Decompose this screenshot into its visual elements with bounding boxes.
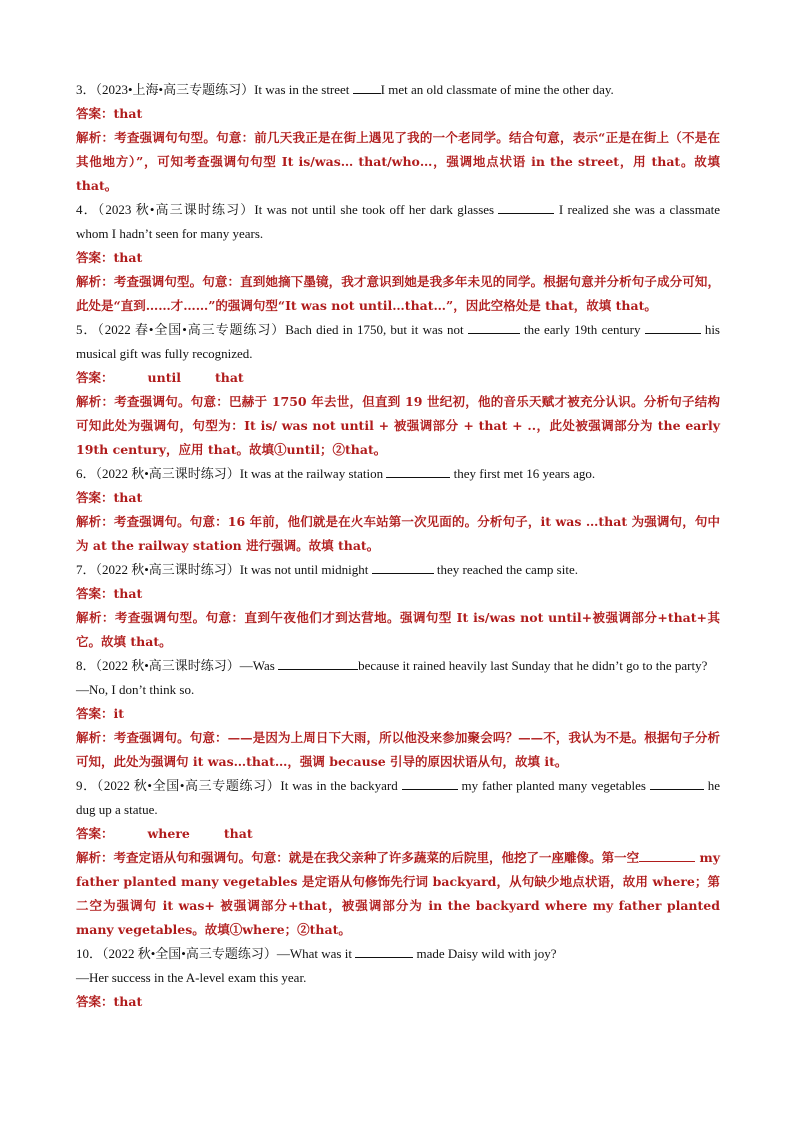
answer-blank [386, 465, 450, 478]
question-10-reply: —Her success in the A-level exam this year. [76, 970, 307, 985]
answer-5: 答案： until that [76, 370, 244, 385]
answer-blank [468, 321, 520, 334]
question-8: 8．（2022 秋•高三课时练习）—Was because it rained heavily last Sunday that he didn’t go to the party? [76, 658, 708, 673]
question-3: 3．（2023•上海•高三专题练习）It was in the street I met an old classmate of mine the other day. [76, 82, 614, 97]
explanation-5: 解析：考查强调句。句意：巴赫于 1750 年去世，但直到 19 世纪初，他的音乐天赋才被充分认识。分析句子结构可知此处为强调句，句型为：It is/ was not until + 被强调部分 + that + ..，此处被强调部分为 the early 19th century，应用 that。故填①until；②that。 [76, 394, 720, 457]
answer-6: 答案：that [76, 490, 143, 505]
exercise-list [76, 78, 720, 1014]
answer-4: 答案：that [76, 250, 143, 265]
explanation-3: 解析：考查强调句句型。句意：前几天我正是在街上遇见了我的一个老同学。结合句意，表示“正是在街上（不是在其他地方）”，可知考查强调句句型 It is/was… that/who…，强调地点状语 in the street，用 that。故填 that。 [76, 130, 720, 193]
answer-9: 答案： where that [76, 826, 253, 841]
explanation-4: 解析：考查强调句型。句意：直到她摘下墨镜，我才意识到她是我多年未见的同学。根据句意并分析句子成分可知，此处是“直到……才……”的强调句型“It was not until…that…”，因此空格处是 that，故填 that。 [76, 274, 720, 313]
question-6: 6．（2022 秋•高三课时练习）It was at the railway station they first met 16 years ago. [76, 466, 596, 481]
answer-7: 答案：that [76, 586, 143, 601]
explanation-7: 解析：考查强调句型。句意：直到午夜他们才到达营地。强调句型 It is/was not until+被强调部分+that+其它。故填 that。 [76, 610, 720, 649]
answer-8: 答案：it [76, 706, 125, 721]
explanation-6: 解析：考查强调句。句意：16 年前，他们就是在火车站第一次见面的。分析句子，it was …that 为强调句，句中为 at the railway station 进行强调。故填 that。 [76, 514, 720, 553]
explanation-8: 解析：考查强调句。句意：——是因为上周日下大雨，所以他没来参加聚会吗？——不，我认为不是。根据句子分析可知，此处为强调句 it was…that…，强调 because 引导的原因状语从句，故填 it。 [76, 730, 720, 769]
answer-blank [498, 201, 554, 214]
answer-blank [278, 657, 358, 670]
answer-blank [372, 561, 434, 574]
answer-blank [650, 777, 704, 790]
question-9: 9．（2022 秋•全国•高三专题练习）It was in the backyard my father planted many vegetables he dug up a statue. [76, 778, 720, 817]
answer-3: 答案：that [76, 106, 143, 121]
question-5: 5．（2022 春•全国•高三专题练习）Bach died in 1750, but it was not the early 19th century his musical gift was fully recognized. [76, 322, 720, 361]
question-8-reply: —No, I don’t think so. [76, 682, 195, 697]
question-7: 7．（2022 秋•高三课时练习）It was not until midnight they reached the camp site. [76, 562, 578, 577]
explanation-9: 解析：考查定语从句和强调句。句意：就是在我父亲种了许多蔬菜的后院里，他挖了一座雕像。第一空 my father planted many vegetables 是定语从句修饰先行词 backyard，从句缺少地点状语，故用 where；第二空为强调句 it was+ 被强调部分+that，被强调部分为 in the backyard where my father planted many vegetables。故填①where；②that。 [76, 850, 720, 937]
answer-blank [645, 321, 701, 334]
answer-10: 答案：that [76, 994, 143, 1009]
answer-blank [355, 945, 413, 958]
answer-blank [402, 777, 458, 790]
question-10: 10．（2022 秋•全国•高三专题练习）—What was it made Daisy wild with joy? [76, 946, 557, 961]
explanation-blank [639, 849, 695, 862]
answer-blank [353, 81, 381, 94]
question-4: 4．（2023 秋•高三课时练习）It was not until she took off her dark glasses I realized she was a classmate whom I hadn’t seen for many years. [76, 202, 720, 241]
